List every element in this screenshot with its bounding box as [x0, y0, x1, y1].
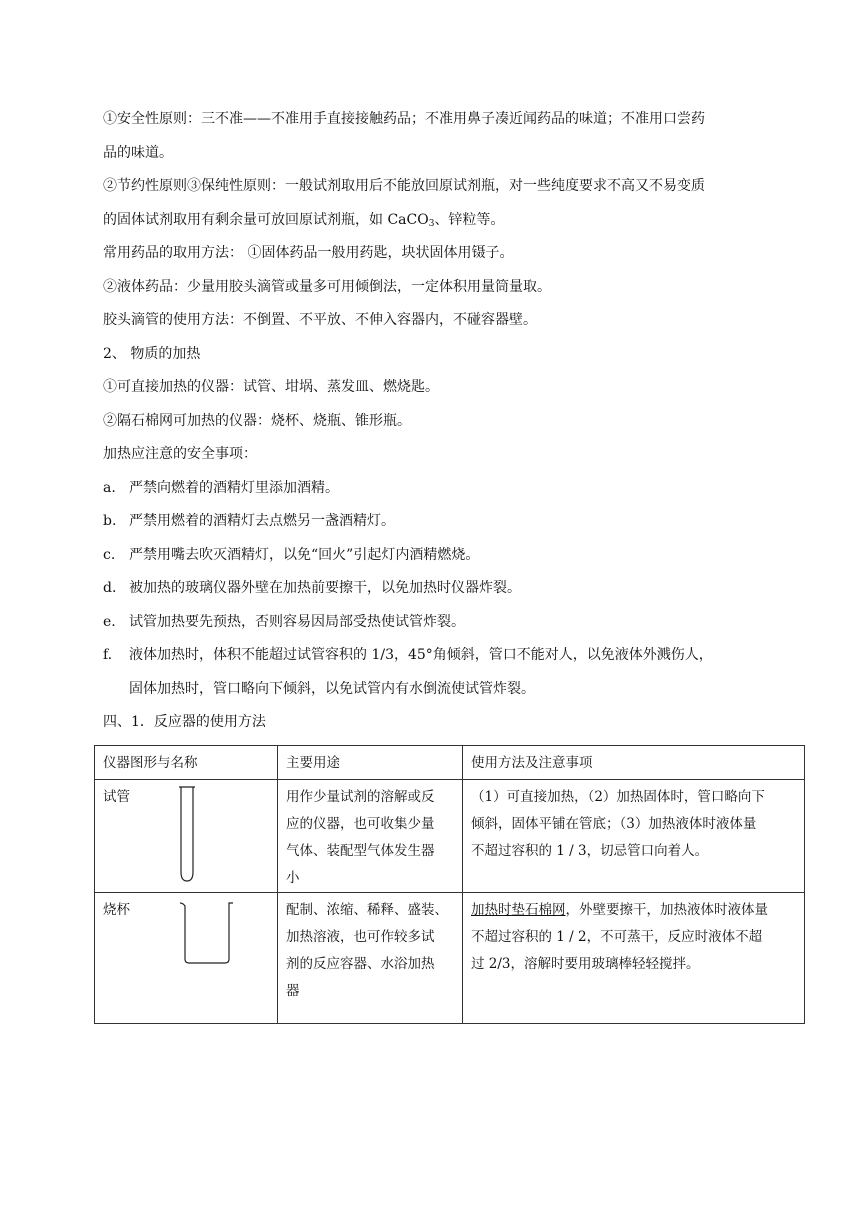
cell-line: 剂的反应容器、水浴加热: [286, 956, 435, 972]
list-text: 严禁用燃着的酒精灯去点燃另一盏酒精灯。: [129, 513, 395, 529]
paragraph: 品的味道。: [103, 144, 173, 161]
beaker-icon: [179, 901, 235, 965]
document-body: [103, 106, 808, 743]
cell-line: 不超过容积的 1 / 2，不可蒸干，反应时液体不超: [471, 929, 763, 945]
paragraph: ②节约性原则③保纯性原则：一般试剂取用后不能放回原试剂瓶，对一些纯度要求不高又不易变质: [103, 178, 705, 194]
list-label: c.: [103, 546, 116, 563]
table-header-cell: 仪器图形与名称: [95, 746, 278, 780]
paragraph: ②隔石棉网可加热的仪器：烧杯、烧瓶、锥形瓶。: [103, 412, 411, 429]
list-label: e.: [103, 613, 116, 630]
table-cell-notes: [463, 893, 805, 1024]
list-text: 被加热的玻璃仪器外壁在加热前要擦干，以免加热时仪器炸裂。: [129, 580, 521, 596]
instrument-name: 试管: [103, 789, 130, 805]
list-item-continuation: 固体加热时，管口略向下倾斜，以免试管内有水倒流使试管炸裂。: [129, 680, 535, 697]
list-label: a.: [103, 479, 116, 496]
table-row: [95, 893, 805, 1024]
table-cell-use: [278, 780, 463, 893]
paragraph-text: 的固体试剂取用有剩余量可放回原试剂瓶，如 CaCO: [103, 211, 429, 228]
paragraph: 常用药品的取用方法： ①固体药品一般用药匙，块状固体用镊子。: [103, 245, 514, 261]
list-text: 液体加热时，体积不能超过试管容积的 1/3，45°角倾斜，管口不能对人，以免液体外溅伤人，: [129, 647, 713, 663]
list-label: b.: [103, 513, 117, 529]
reactor-table: [94, 745, 805, 1024]
table-row: [95, 780, 805, 893]
list-item: [103, 642, 808, 676]
table-header-cell: 使用方法及注意事项: [463, 746, 805, 780]
list-text: 严禁向燃着的酒精灯里添加酒精。: [129, 479, 339, 496]
paragraph: ①可直接加热的仪器：试管、坩埚、蒸发皿、燃烧匙。: [103, 379, 439, 395]
cell-line: 用作少量试剂的溶解或反: [286, 789, 435, 805]
cell-line: 不超过容积的 1 / 3，切忌管口向着人。: [471, 843, 709, 859]
list-item: [103, 475, 808, 509]
cell-line: 加热溶液，也可作较多试: [286, 929, 435, 945]
paragraph: 加热应注意的安全事项：: [103, 446, 257, 462]
underlined-text: 加热时垫石棉网: [471, 902, 566, 918]
cell-line: 应的仪器，也可收集少量: [286, 816, 435, 832]
table-cell-use: [278, 893, 463, 1024]
list-item: [103, 508, 808, 542]
list-item: [103, 575, 808, 609]
cell-text: ，外壁要擦干，加热液体时液体量: [565, 902, 768, 918]
table-cell-notes: [463, 780, 805, 893]
table-header-cell: 主要用途: [278, 746, 463, 780]
list-item: [103, 542, 808, 576]
cell-line: 配制、浓缩、稀释、盛装、: [286, 902, 448, 918]
test-tube-icon: [177, 786, 197, 882]
list-label: d.: [103, 580, 117, 596]
paragraph: [103, 207, 808, 241]
cell-line: 气体、装配型气体发生器: [286, 843, 435, 859]
paragraph: 胶头滴管的使用方法：不倒置、不平放、不伸入容器内，不碰容器壁。: [103, 312, 537, 328]
cell-line: 器: [286, 983, 300, 999]
paragraph: ②液体药品：少量用胶头滴管或量多可用倾倒法，一定体积用量筒量取。: [103, 278, 551, 295]
table-cell-instrument: [95, 893, 278, 1024]
section-title: 四、1．反应器的使用方法: [103, 714, 266, 730]
paragraph: ①安全性原则：三不准——不准用手直接接触药品；不准用鼻子凑近闻药品的味道；不准用口尝药: [103, 111, 705, 127]
cell-line: 过 2/3，溶解时要用玻璃棒轻轻搅拌。: [471, 956, 700, 972]
table-header-row: [95, 746, 805, 780]
table-cell-instrument: [95, 780, 278, 893]
instrument-name: 烧杯: [103, 902, 130, 918]
subscript: 3: [428, 218, 435, 229]
cell-line: 倾斜，固体平铺在管底；（3）加热液体时液体量: [471, 816, 757, 832]
list-text: 试管加热要先预热，否则容易因局部受热使试管炸裂。: [129, 613, 465, 630]
cell-line: 小: [286, 870, 300, 886]
list-text: 严禁用嘴去吹灭酒精灯，以免“回火”引起灯内酒精燃烧。: [129, 546, 480, 563]
list-item: [103, 609, 808, 643]
list-label: f.: [103, 647, 113, 663]
paragraph-text: 、锌粒等。: [434, 211, 505, 228]
section-heading: 2、 物质的加热: [103, 345, 201, 362]
cell-line: （1）可直接加热，（2）加热固体时，管口略向下: [471, 789, 765, 805]
cell-line: [471, 897, 796, 924]
